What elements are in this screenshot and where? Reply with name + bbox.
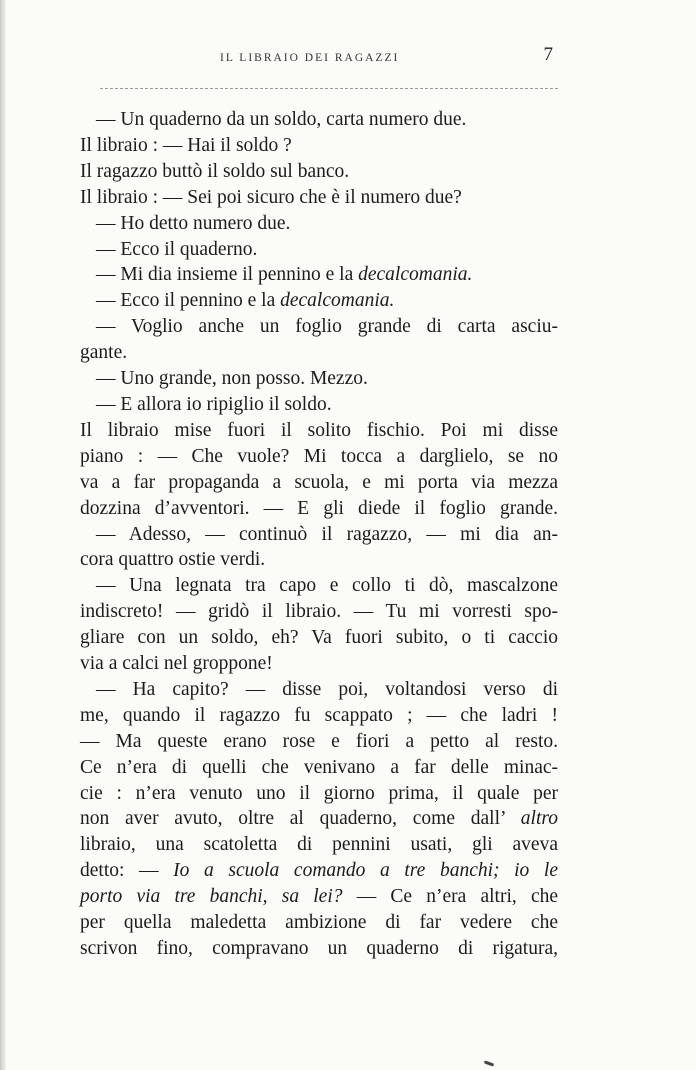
line-text: — Mi dia insieme il pennino e la bbox=[96, 264, 359, 286]
text-line bbox=[80, 107, 558, 133]
line-text: — E allora io ripiglio il soldo. bbox=[96, 393, 332, 415]
italic-text: Io a scuola comando a tre banchi; io le bbox=[173, 860, 558, 882]
line-text: cie : n’era venuto uno il giorno prima, il quale per bbox=[80, 782, 558, 804]
text-line bbox=[80, 211, 558, 237]
line-text: gliare con un soldo, eh? Va fuori subito, o ti caccio bbox=[80, 627, 558, 649]
text-line bbox=[80, 832, 558, 858]
page-number: 7 bbox=[543, 44, 553, 65]
text-line bbox=[80, 366, 558, 392]
text-line bbox=[80, 781, 558, 807]
text-line bbox=[80, 573, 558, 599]
italic-text: decalcomania. bbox=[280, 290, 395, 312]
text-line bbox=[80, 884, 558, 910]
header-rule bbox=[100, 88, 558, 89]
line-text: va a far propaganda a scuola, e mi porta via mezza bbox=[80, 471, 558, 493]
text-line bbox=[80, 314, 558, 340]
line-text: Il libraio : — Hai il soldo ? bbox=[80, 134, 292, 156]
line-text: Il libraio mise fuori il solito fischio. Poi mi disse bbox=[80, 419, 558, 441]
line-text: — Ma queste erano rose e fiori a petto al resto. bbox=[80, 730, 558, 752]
body-text bbox=[80, 107, 558, 962]
text-line bbox=[80, 496, 558, 522]
line-text: gante. bbox=[80, 342, 128, 364]
text-line bbox=[80, 755, 558, 781]
text-line bbox=[80, 185, 558, 211]
line-text: piano : — Che vuole? Mi tocca a darglielo, se no bbox=[80, 445, 558, 467]
text-line bbox=[80, 288, 558, 314]
text-line bbox=[80, 910, 558, 936]
text-line bbox=[80, 418, 558, 444]
text-line bbox=[80, 340, 558, 366]
line-text: — Ha capito? — disse poi, voltandosi verso di bbox=[96, 678, 558, 700]
line-text: — Ecco il pennino e la bbox=[96, 290, 281, 312]
line-text: Il libraio : — Sei poi sicuro che è il numero due? bbox=[80, 186, 462, 208]
line-text: — Ecco il quaderno. bbox=[96, 238, 258, 260]
line-text: — Voglio anche un foglio grande di carta asciu- bbox=[96, 316, 558, 338]
line-text: Ce n’era di quelli che venivano a far delle minac- bbox=[80, 756, 558, 778]
line-text: — Una legnata tra capo e collo ti dò, mascalzone bbox=[96, 575, 558, 597]
text-line bbox=[80, 806, 558, 832]
line-text: Il ragazzo buttò il soldo sul banco. bbox=[80, 160, 350, 182]
italic-text: altro bbox=[520, 808, 558, 830]
text-line bbox=[80, 936, 558, 962]
italic-text: porto via tre banchi, sa lei? bbox=[80, 886, 343, 908]
running-title: IL LIBRAIO DEI RAGAZZI bbox=[220, 52, 400, 64]
line-text: me, quando il ragazzo fu scappato ; — che ladri ! bbox=[80, 704, 558, 726]
text-line bbox=[80, 159, 558, 185]
line-text: — Un quaderno da un soldo, carta numero due. bbox=[96, 109, 467, 130]
text-line bbox=[80, 444, 558, 470]
line-text: — Uno grande, non posso. Mezzo. bbox=[96, 368, 368, 390]
text-line bbox=[80, 729, 558, 755]
line-text: scrivon fino, compravano un quaderno di rigatura, bbox=[80, 938, 558, 959]
page-edge-shadow bbox=[0, 0, 6, 1070]
line-text: — Ce n’era altri, che bbox=[342, 886, 558, 908]
line-text: libraio, una scatoletta di pennini usati, gli aveva bbox=[80, 834, 558, 856]
line-text: dozzina d’avventori. — E gli diede il foglio grande. bbox=[80, 497, 558, 519]
text-line bbox=[80, 858, 558, 884]
running-head bbox=[80, 44, 555, 74]
line-text: non aver avuto, oltre al quaderno, come dall’ bbox=[80, 808, 521, 830]
ink-speck bbox=[484, 1060, 494, 1066]
text-line bbox=[80, 677, 558, 703]
text-line bbox=[80, 703, 558, 729]
italic-text: decalcomania. bbox=[358, 264, 473, 286]
text-line bbox=[80, 547, 558, 573]
text-line bbox=[80, 651, 558, 677]
line-text: cora quattro ostie verdi. bbox=[80, 549, 266, 571]
text-line bbox=[80, 133, 558, 159]
line-text: detto: — bbox=[80, 860, 174, 882]
line-text: — Ho detto numero due. bbox=[96, 212, 291, 234]
text-line bbox=[80, 470, 558, 496]
text-line bbox=[80, 625, 558, 651]
line-text: per quella maledetta ambizione di far vedere che bbox=[80, 912, 558, 934]
text-line bbox=[80, 262, 558, 288]
text-line bbox=[80, 522, 558, 548]
line-text: via a calci nel groppone! bbox=[80, 653, 273, 675]
text-line bbox=[80, 599, 558, 625]
line-text: indiscreto! — gridò il libraio. — Tu mi vorresti spo- bbox=[80, 601, 558, 623]
line-text: — Adesso, — continuò il ragazzo, — mi dia an- bbox=[96, 523, 558, 545]
text-line bbox=[80, 392, 558, 418]
text-line bbox=[80, 237, 558, 263]
